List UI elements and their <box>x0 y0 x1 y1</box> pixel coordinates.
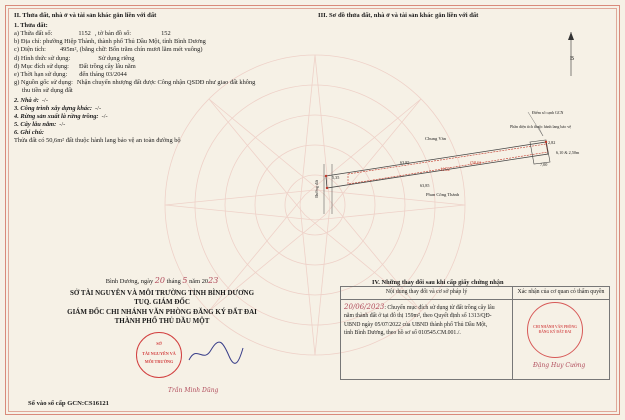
area-value: 495m², (bằng chữ: Bốn trăm chín mươi lăm mét vuông) <box>59 46 203 54</box>
section-ii-title: II. Thửa đất, nhà ở và tài sản khác gắn liền với đất <box>14 12 157 19</box>
corridor-note: Phần diện tích thuộc hành lang bảo vệ <box>510 124 571 129</box>
usage-form-label: d) Hình thức sử dụng: <box>14 54 71 62</box>
stamp-text-2: TÀI NGUYÊN VÀ <box>142 351 176 356</box>
confirm-stamp-text: CHI NHÁNH VĂN PHÒNG ĐĂNG KÝ ĐẤT ĐAI <box>533 324 577 334</box>
origin-label: g) Nguồn gốc sử dụng: <box>14 78 73 86</box>
change-date: 20/06/2023 <box>344 302 385 311</box>
changes-table <box>340 286 610 380</box>
construction-label: 3. Công trình xây dựng khác: <box>14 105 93 113</box>
house-label: 2. Nhà ở: <box>14 97 39 105</box>
house-value: -/- <box>41 97 48 105</box>
note-text: Thửa đất có 50,6m² đất thuộc hành lang bảo vệ an toàn đường bộ <box>14 137 181 145</box>
perennial-row <box>14 122 310 130</box>
year-prefix: năm 20 <box>189 278 209 285</box>
org-line-2: TUQ. GIÁM ĐỐC <box>134 298 190 307</box>
date-month: 5 <box>182 276 188 285</box>
stamp-text-1: SỞ <box>156 341 162 346</box>
purpose-label: đ) Mục đích sử dụng: <box>14 62 69 70</box>
signer-name: Trần Minh Dũng <box>168 387 219 394</box>
address-row: b) Địa chỉ: phường Hiệp Thành, thành phố Thủ Dầu Một, tỉnh Bình Dương <box>14 38 206 46</box>
parcel-label: a) Thửa đất số: <box>14 30 53 38</box>
small-area: (50,6) <box>470 160 482 165</box>
signature-scribble <box>185 340 245 368</box>
parcel-value: 1152 <box>78 30 91 38</box>
org-line-1: SỞ TÀI NGUYÊN VÀ MÔI TRƯỜNG TỈNH BÌNH DƯƠNG <box>69 288 255 297</box>
changes-row <box>341 299 610 379</box>
org-line-4: THÀNH PHỐ THỦ DẦU MỘT <box>114 317 210 326</box>
place-date-prefix: Bình Dương, ngày <box>105 278 154 285</box>
section-iii-title: III. Sơ đồ thửa đất, nhà ở và tài sản khác gắn liền với đất <box>318 12 479 19</box>
segment-left: 5,35 <box>332 175 340 180</box>
sheet-label: , tờ bản đồ số: <box>94 30 132 38</box>
segment-right: 2,82 <box>548 140 556 145</box>
date-day: 20 <box>154 276 165 285</box>
origin-value-2: thu tiền sử dụng đất <box>22 86 73 94</box>
registry-number <box>28 400 109 409</box>
change-content <box>341 299 513 379</box>
date-year: 23 <box>208 276 219 285</box>
usage-form-value: Sử dụng riêng <box>98 54 135 62</box>
origin-value-1: Nhận chuyển nhượng đất được Công nhận QSDĐ như giao đất không <box>76 78 256 86</box>
change-line-1: : Chuyển mục đích sử dụng từ đất trồng cây lâu <box>384 304 495 311</box>
parcel-number: 1152 <box>440 168 450 173</box>
change-line-4: tỉnh Bình Dương, theo hồ sơ số 010545.CM.001./. <box>344 329 461 336</box>
segment-mid: 63,85 <box>400 160 410 165</box>
north-arrow-icon <box>564 30 578 78</box>
col-confirm-header: Xác nhận của cơ quan có thẩm quyền <box>513 287 610 300</box>
confirm-stamp <box>527 302 583 358</box>
perennial-label: 5. Cây lâu năm: <box>14 121 57 129</box>
stamp-text-3: MÔI TRƯỜNG <box>144 359 174 364</box>
signature-block <box>14 276 310 327</box>
sheet-value: 152 <box>161 30 171 38</box>
perennial-value: -/- <box>59 121 66 129</box>
org-line-3: GIÁM ĐỐC CHI NHÁNH VĂN PHÒNG ĐĂNG KÝ ĐẤT ĐAI <box>67 307 257 316</box>
note-label: 6. Ghi chú: <box>14 129 45 137</box>
changes-header-row <box>341 287 610 300</box>
construction-value: -/- <box>95 105 102 113</box>
registry-label: Số vào sổ cấp GCN: <box>28 400 85 407</box>
change-line-2: năm thành đất ở tại đô thị 159m², theo Quyết định số 1313/QĐ- <box>344 313 492 320</box>
change-line-3: UBND ngày 05/07/2022 của UBND thành phố Thủ Dầu Một, <box>344 321 488 328</box>
place-date <box>14 276 310 287</box>
road-bottom-label: Phan Công Thành <box>426 192 460 197</box>
dim-right: 6,10 & 2,50m <box>556 150 580 155</box>
term-value: đến tháng 03/2044 <box>79 70 127 78</box>
road-top-label: Chung Văn <box>425 136 446 141</box>
edge-note: Điểm số cạnh GCN <box>532 110 564 115</box>
land-heading: 1. Thửa đất: <box>14 21 48 29</box>
change-confirmation <box>513 299 610 379</box>
road-left-label: Đường đất <box>314 179 320 198</box>
col-content-header: Nội dung thay đổi và cơ sở pháp lý <box>341 287 513 300</box>
north-label: B <box>570 56 575 62</box>
segment-bottom: 63,85 <box>420 183 430 188</box>
forest-value: -/- <box>101 113 108 121</box>
official-stamp <box>136 332 182 378</box>
area-label: c) Diện tích: <box>14 46 46 54</box>
parcel-sketch <box>318 104 610 224</box>
forest-label: 4. Rừng sản xuất là rừng trồng: <box>14 113 99 121</box>
left-column <box>14 12 310 146</box>
term-label: e) Thời hạn sử dụng: <box>14 70 68 78</box>
segment-width: 7,00 <box>540 162 548 167</box>
purpose-value: Đất trồng cây lâu năm <box>78 62 136 70</box>
section-iv-title: IV. Những thay đổi sau khi cấp giấy chứng nhận <box>372 279 504 286</box>
month-label: tháng <box>166 278 181 285</box>
registry-value: CS16121 <box>84 400 109 407</box>
confirm-signer: Đặng Huy Cường <box>533 361 586 369</box>
